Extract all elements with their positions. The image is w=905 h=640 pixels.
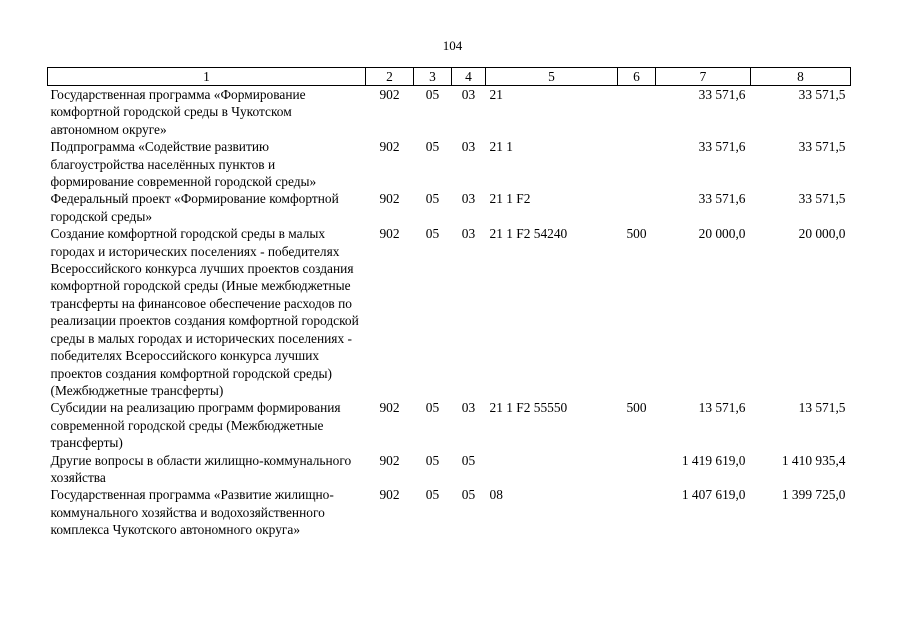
table-row: [48, 486, 851, 538]
row-name: Подпрограмма «Содействие развитию благоустройства населённых пунктов и формирование современной городской среды»: [50, 139, 317, 190]
amount-planned: 33 571,6: [698, 139, 746, 155]
column-header: 5: [486, 68, 618, 86]
column-header: 3: [414, 68, 452, 86]
section-code: 05: [425, 87, 440, 102]
amount-planned: 13 571,6: [698, 400, 746, 416]
amount-executed: 33 571,5: [798, 139, 846, 155]
amount-planned: 20 000,0: [698, 226, 746, 242]
column-header: 2: [366, 68, 414, 86]
target-article-code: 21 1 F2 55550: [489, 400, 568, 416]
target-article-code: 21 1 F2: [489, 191, 531, 207]
amount-executed: 13 571,5: [798, 400, 846, 416]
amount-planned: 33 571,6: [698, 191, 746, 207]
amount-planned: 1 419 619,0: [681, 452, 746, 468]
section-code: 05: [425, 400, 440, 416]
table-row: [48, 86, 851, 139]
column-header: 4: [452, 68, 486, 86]
column-number-header-row: [48, 68, 851, 86]
ministry-code: 902: [379, 487, 400, 503]
amount-executed: 33 571,5: [798, 87, 846, 102]
section-code: 05: [425, 139, 440, 155]
table-row: [48, 452, 851, 487]
expense-type-code: [618, 138, 656, 190]
column-header: 8: [751, 68, 851, 86]
column-header: 7: [656, 68, 751, 86]
section-code: 05: [425, 191, 440, 207]
amount-planned: 33 571,6: [698, 87, 746, 102]
row-name: Государственная программа «Формирование комфортной городской среды в Чукотском автономном округе»: [50, 87, 306, 137]
table-row: [48, 190, 851, 225]
amount-executed: 20 000,0: [798, 226, 846, 242]
subsection-code: 03: [461, 191, 476, 207]
subsection-code: 03: [461, 400, 476, 416]
subsection-code: 05: [461, 487, 476, 503]
expense-type-code: [618, 190, 656, 225]
ministry-code: 902: [379, 191, 400, 207]
section-code: 05: [425, 226, 440, 242]
row-name: Создание комфортной городской среды в малых городах и исторических поселениях - победителях Всероссийского конкурса лучших проектов создания комфортной городской среды (Иные межбюджетные трансферты на финансовое обеспечение расходов по реализации проектов создания комфортной городской среды в малых городах и исторических поселениях - победителях Всероссийского конкурса лучших проектов создания комфортной городской среды) (Межбюджетные трансферты): [50, 226, 359, 398]
target-article-code: 21 1 F2 54240: [489, 226, 568, 242]
expense-type-code: 500: [626, 226, 647, 242]
table-row: [48, 138, 851, 190]
budget-table: [47, 67, 851, 539]
expense-type-code: 500: [626, 400, 647, 416]
table-row: [48, 225, 851, 399]
row-name: Федеральный проект «Формирование комфортной городской среды»: [50, 191, 339, 224]
expense-type-code: [618, 452, 656, 487]
amount-executed: 33 571,5: [798, 191, 846, 207]
column-header: 6: [618, 68, 656, 86]
ministry-code: 902: [379, 87, 400, 102]
amount-executed: 1 399 725,0: [781, 487, 846, 503]
section-code: 05: [425, 487, 440, 503]
subsection-code: 05: [461, 452, 476, 468]
target-article-code: 21: [489, 87, 503, 102]
ministry-code: 902: [379, 400, 400, 416]
table-row: [48, 399, 851, 451]
ministry-code: 902: [379, 139, 400, 155]
row-name: Государственная программа «Развитие жилищно-коммунального хозяйства и водохозяйственного комплекса Чукотского автономного округа»: [50, 487, 334, 538]
amount-executed: 1 410 935,4: [781, 452, 846, 468]
page-number: 104: [442, 38, 463, 53]
target-article-code: [486, 452, 618, 487]
subsection-code: 03: [461, 226, 476, 242]
target-article-code: 08: [489, 487, 503, 503]
subsection-code: 03: [461, 139, 476, 155]
section-code: 05: [425, 452, 440, 468]
amount-planned: 1 407 619,0: [681, 487, 746, 503]
subsection-code: 03: [461, 87, 476, 102]
expense-type-code: [618, 486, 656, 538]
expense-type-code: [618, 86, 656, 139]
column-header: 1: [48, 68, 366, 86]
ministry-code: 902: [379, 452, 400, 468]
row-name: Другие вопросы в области жилищно-коммунального хозяйства: [50, 452, 352, 485]
ministry-code: 902: [379, 226, 400, 242]
target-article-code: 21 1: [489, 139, 513, 155]
row-name: Субсидии на реализацию программ формирования современной городской среды (Межбюджетные трансферты): [50, 400, 341, 451]
